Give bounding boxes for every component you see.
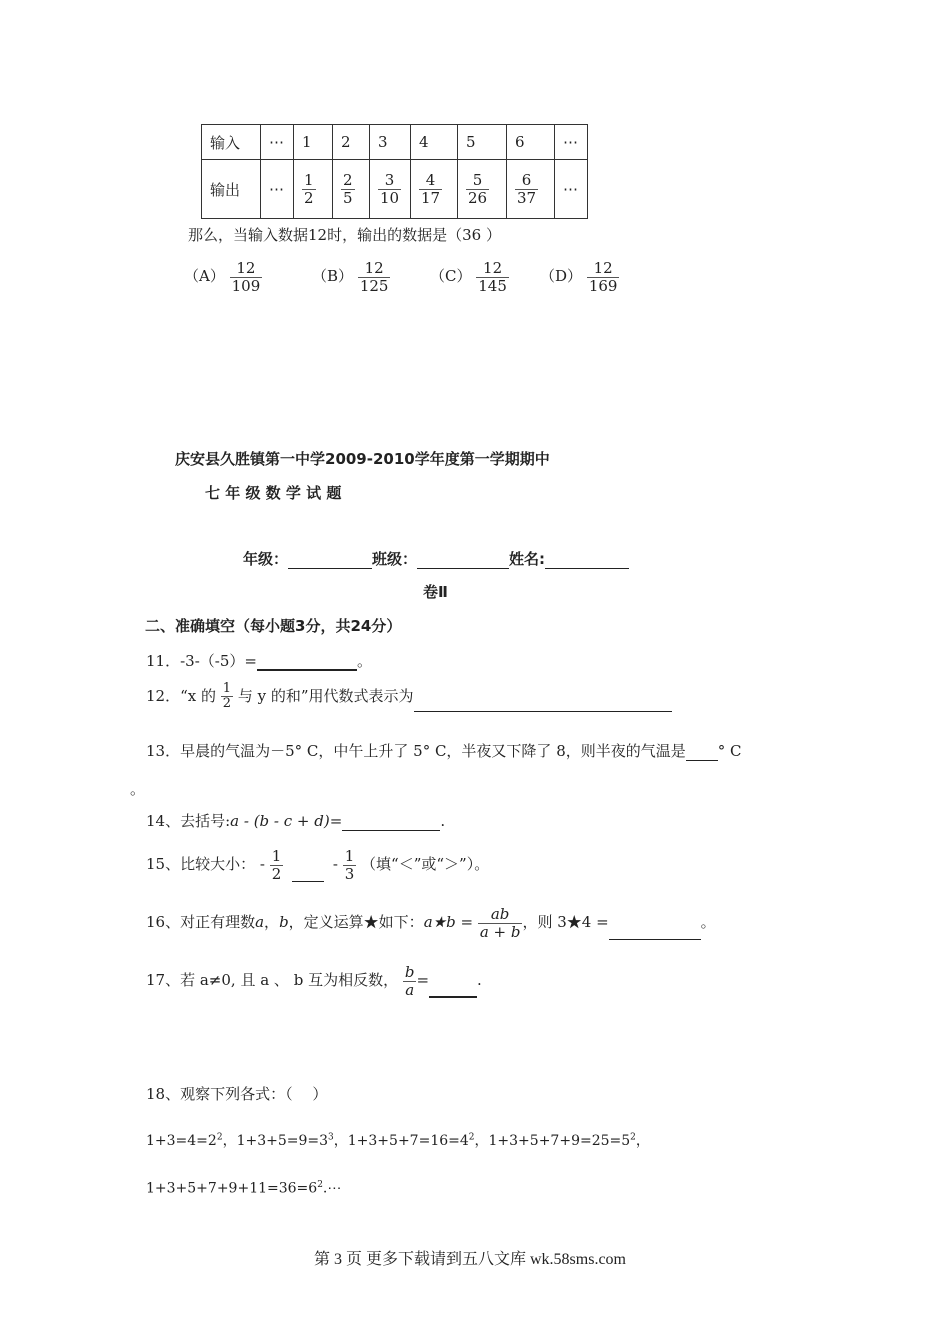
question-11 [146,650,372,671]
equals: = [416,971,430,989]
fraction-denominator: 3 [344,864,355,883]
table-row [202,160,588,219]
fraction-numerator: 1 [271,847,282,865]
separator: ， [333,1133,348,1149]
name-blank[interactable] [545,550,629,569]
table-row [202,125,588,160]
fraction-denominator: 169 [588,276,618,295]
question-16 [146,906,716,940]
table-cell [458,160,507,219]
option-c [430,260,509,294]
subject-title: 七 年 级 数 学 试 题 [205,484,342,502]
question-text: ，则 3★4 = [522,913,609,931]
table-cell: 4 [411,125,458,160]
separator: ， [635,1133,650,1149]
exponent: 2 [468,1132,475,1143]
fraction-denominator: 125 [359,276,389,295]
comma: ， [264,913,280,931]
fraction-numerator: 12 [483,259,503,277]
fraction-denominator: 2 [222,696,232,712]
table-cell [294,160,333,219]
exponent: 2 [216,1132,223,1143]
minus-sign: - [332,855,338,873]
question-end: 。 [700,913,716,931]
question-text: 16、对正有理数 [146,913,256,931]
question-13-cont: 。 [130,780,146,798]
exponent: 2 [630,1132,636,1143]
exponent: 2 [317,1180,323,1190]
fraction-denominator: 145 [478,276,507,295]
fraction-numerator: 12 [236,259,256,277]
pattern-line-1 [146,1130,650,1150]
table-cell [507,160,555,219]
name-label: 姓名: [509,550,546,568]
question-15 [146,848,489,882]
answer-blank[interactable] [609,921,701,940]
grade-label: 年级： [243,550,289,568]
pattern-line-2 [146,1180,341,1197]
option-label: （A） [184,267,225,285]
option-b [312,260,390,294]
question-12 [146,682,672,712]
question-unit: ° C [717,742,742,760]
fraction-numerator: 3 [384,171,395,189]
answer-blank[interactable] [414,693,672,712]
fraction-numerator: 1 [222,681,232,696]
question-end: . [440,812,446,830]
table-cell [370,160,411,219]
volume-title: 卷Ⅱ [423,583,448,601]
question-end: . [477,971,482,989]
fraction-denominator: 109 [231,276,261,295]
class-blank[interactable] [417,550,509,569]
table-cell: ⋯ [261,160,294,219]
fraction-numerator: 1 [304,171,314,189]
grade-blank[interactable] [288,550,372,569]
table-cell: 输出 [202,160,261,219]
fraction-denominator: a [405,980,415,999]
fraction-denominator: 26 [468,188,488,207]
fraction-denominator: 5 [343,188,353,207]
question-prompt: 那么，当输入数据12时，输出的数据是（36 ） [188,226,501,244]
exponent: 3 [328,1132,334,1143]
fraction-denominator: 2 [271,864,282,883]
answer-blank[interactable] [342,812,440,831]
input-output-table [201,124,588,219]
answer-blank[interactable] [429,978,477,998]
equals: = [329,812,343,830]
pattern-item: 1+3=4=2 [146,1133,217,1149]
section-title: 二、准确填空（每小题3分，共24分） [145,617,402,635]
fraction-numerator: 12 [593,259,613,277]
pattern-item: 1+3+5+7=16=4 [347,1133,469,1149]
separator: ， [222,1133,237,1149]
fraction-denominator: 37 [517,188,537,207]
table-cell: ⋯ [555,125,588,160]
option-label: （D） [540,267,583,285]
question-18: 18、观察下列各式：（ ） [146,1085,328,1103]
question-text: 13．早晨的气温为－5° C，中午上升了 5° C，半夜又下降了 8，则半夜的气温是 [146,742,686,760]
fraction-numerator: 5 [472,171,483,189]
table-cell: 1 [294,125,333,160]
question-text: ，定义运算★如下： [288,913,424,931]
fraction-denominator: a + b [479,922,521,941]
table-cell: 输入 [202,125,261,160]
table-cell: 3 [370,125,411,160]
question-17 [146,964,482,998]
fraction-numerator: 4 [425,171,436,189]
variable-b: b [279,913,289,931]
fraction-numerator: b [404,963,415,981]
question-text: 12．“x 的 [146,686,216,705]
fraction-numerator: 12 [364,259,384,277]
question-text: 14、去括号: [146,812,231,830]
info-line [243,548,629,569]
variable-a: a [255,913,265,931]
question-text: 17、若 a≠0, 且 a 、 b 互为相反数， [146,971,399,989]
minus-sign: - [259,855,265,873]
table-cell [333,160,370,219]
pattern-item: 1+3+5+7+9+11=36=6 [146,1180,318,1197]
option-a [184,260,262,294]
table-cell: 5 [458,125,507,160]
fraction-denominator: 2 [304,188,314,207]
separator: ， [474,1133,489,1149]
page-footer: 第 3 页 更多下载请到五八文库 wk.58sms.com [314,1251,627,1268]
question-13 [146,740,742,761]
fraction-numerator: ab [490,905,510,923]
fraction-denominator: 17 [421,188,441,207]
question-text: （填“＜”或“＞”）。 [361,855,490,873]
math-expression: a★b = [423,913,474,931]
table-cell: ⋯ [555,160,588,219]
option-label: （C） [430,267,472,285]
answer-blank[interactable] [686,742,718,761]
option-d [540,260,619,294]
fraction-numerator: 6 [521,171,532,189]
math-expression: a - (b - c + d) [230,812,330,830]
question-end: 。 [356,652,372,670]
option-label: （B） [312,267,354,285]
table-cell: 2 [333,125,370,160]
question-text: 与 y 的和”用代数式表示为 [237,686,414,705]
answer-blank[interactable] [257,651,357,671]
answer-blank[interactable] [292,863,324,882]
fraction-denominator: 10 [380,188,400,207]
table-cell: ⋯ [261,125,294,160]
pattern-item: 1+3+5+7+9=25=5 [488,1133,631,1149]
question-text: 11．-3-（-5）= [146,652,257,670]
table-cell: 6 [507,125,555,160]
school-title: 庆安县久胜镇第一中学2009-2010学年度第一学期期中 [175,450,550,468]
ellipsis: .⋯ [322,1180,342,1197]
class-label: 班级： [372,550,418,568]
question-14 [146,810,445,831]
question-text: 15、比较大小： [146,855,256,873]
pattern-item: 1+3+5=9=3 [236,1133,329,1149]
fraction-numerator: 2 [343,171,353,189]
table-cell [411,160,458,219]
fraction-numerator: 1 [344,847,355,865]
